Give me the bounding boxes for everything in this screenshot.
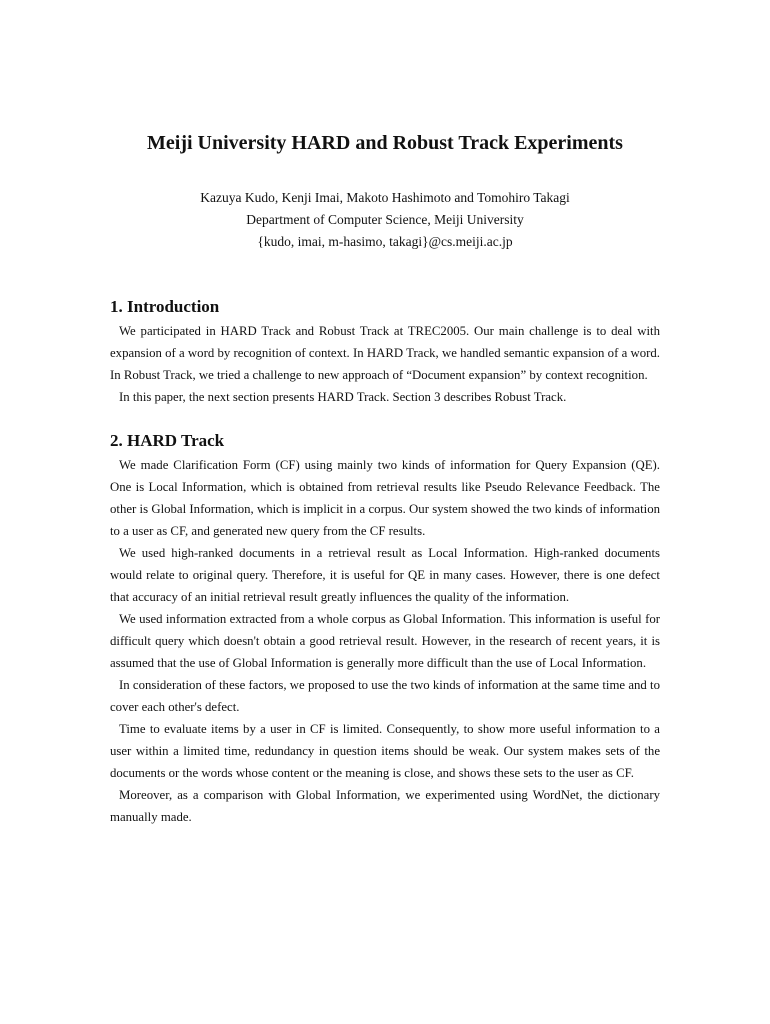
paragraph: We made Clarification Form (CF) using mainly two kinds of information for Query Expansion (QE). One is Local Information, which is obtained from retrieval results like Pseudo Relevance Feedback. The other is Global Information, which is implicit in a corpus. Our system showed the two kinds of information to a user as CF, and generated new query from the CF results. xyxy=(110,458,660,538)
paragraph: In consideration of these factors, we proposed to use the two kinds of information at the same time and to cover each other's defect. xyxy=(110,678,660,714)
paragraph: We participated in HARD Track and Robust Track at TREC2005. Our main challenge is to deal with expansion of a word by recognition of context. In HARD Track, we handled semantic expansion of a word. In Robust Track, we tried a challenge to new approach of “Document expansion” by context recognition. xyxy=(110,324,660,382)
paragraph: Moreover, as a comparison with Global Information, we experimented using WordNet, the dictionary manually made. xyxy=(110,788,660,824)
section-heading: 1. Introduction xyxy=(110,297,220,316)
section-introduction xyxy=(110,295,660,408)
section-heading: 2. HARD Track xyxy=(110,431,225,450)
paragraph: Time to evaluate items by a user in CF is limited. Consequently, to show more useful information to a user within a limited time, redundancy in question items should be weak. Our system makes sets of the documents or the words whose content or the meaning is close, and shows these sets to the user as CF. xyxy=(110,722,660,780)
paragraph: We used information extracted from a whole corpus as Global Information. This information is useful for difficult query which doesn't obtain a good retrieval result. However, in the research of recent years, it is assumed that the use of Global Information is generally more difficult than the use of Local Information. xyxy=(110,612,660,670)
paper-title: Meiji University HARD and Robust Track Experiments xyxy=(147,132,623,154)
author-affiliation: Department of Computer Science, Meiji University xyxy=(246,212,524,227)
section-hard-track xyxy=(110,429,660,828)
author-names: Kazuya Kudo, Kenji Imai, Makoto Hashimoto and Tomohiro Takagi xyxy=(200,190,570,205)
paragraph: In this paper, the next section presents HARD Track. Section 3 describes Robust Track. xyxy=(119,390,567,404)
author-emails: {kudo, imai, m-hasimo, takagi}@cs.meiji.ac.jp xyxy=(257,234,513,249)
author-block xyxy=(0,187,770,253)
paper-body xyxy=(110,295,660,828)
paragraph: We used high-ranked documents in a retrieval result as Local Information. High-ranked documents would relate to original query. Therefore, it is useful for QE in many cases. However, there is one defect that accuracy of an initial retrieval result greatly influences the quality of the information. xyxy=(110,546,660,604)
